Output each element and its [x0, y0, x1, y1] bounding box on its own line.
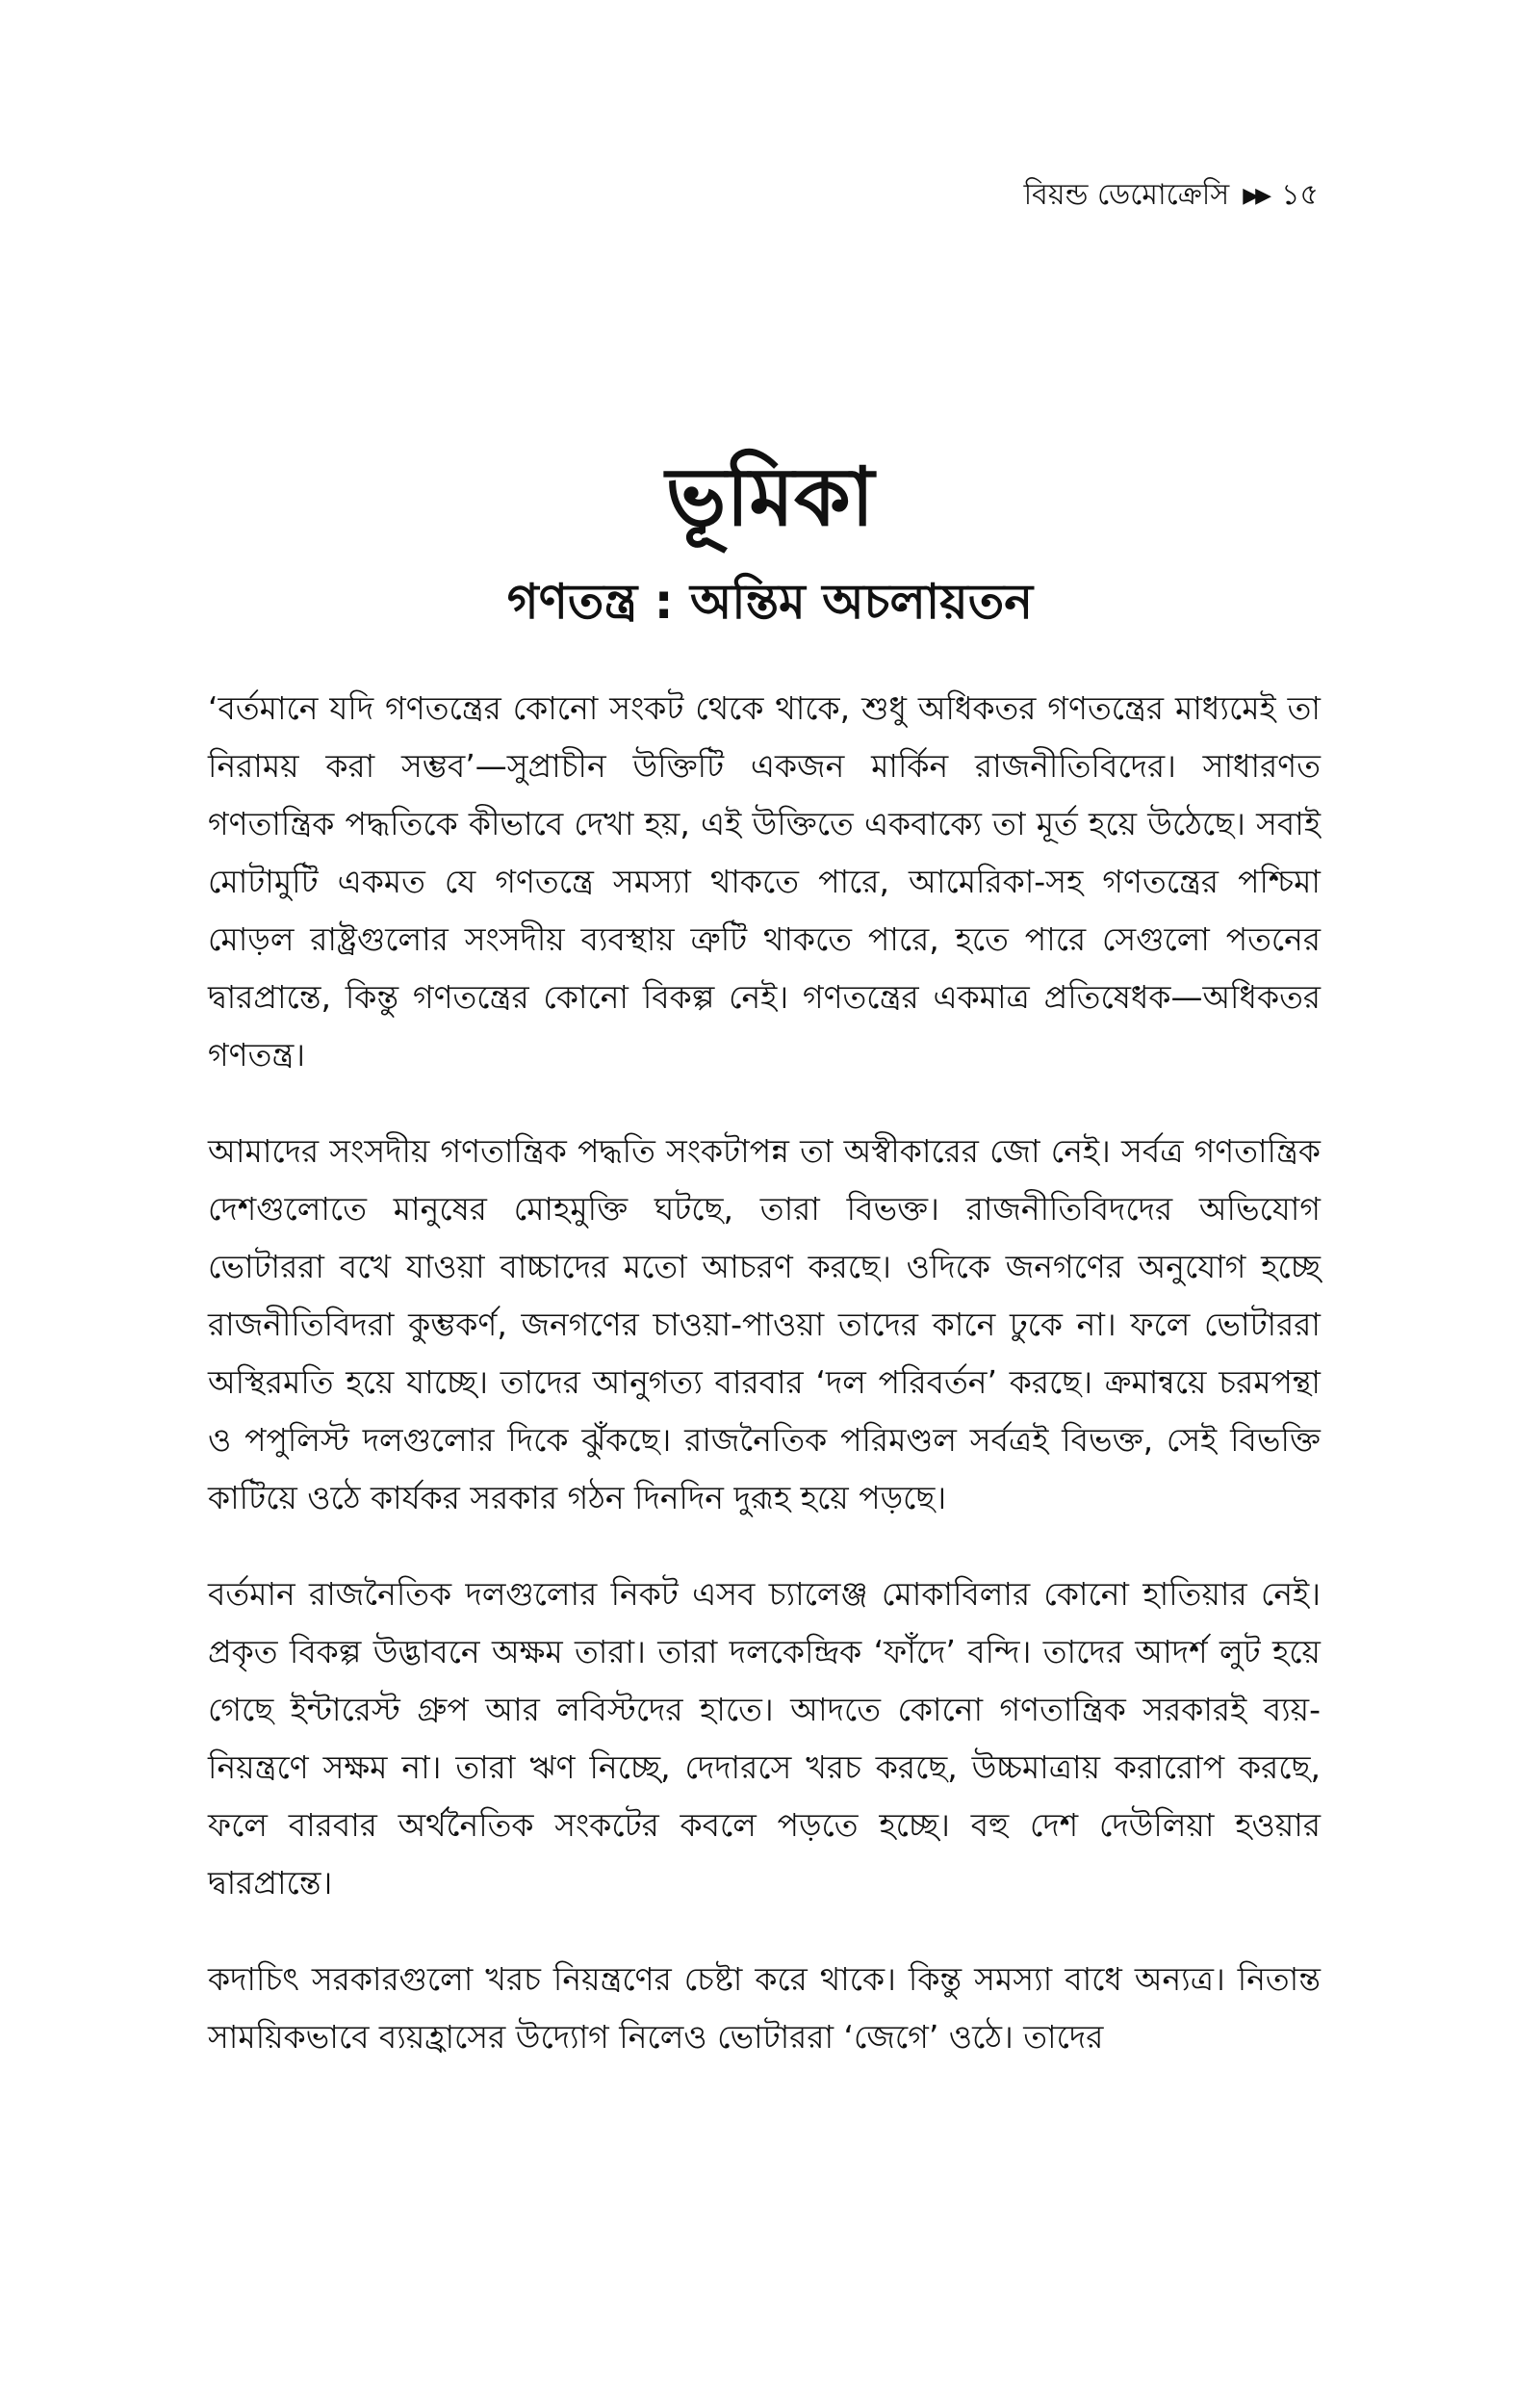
body-text — [208, 680, 1321, 2105]
paragraph-4: কদাচিৎ সরকারগুলো খরচ নিয়ন্ত্রণের চেষ্টা করে থাকে। কিন্তু সমস্যা বাধে অন্যত্র। নিতান্ত সাময়িকভাবে ব্যয়হ্রাসের উদ্যোগ নিলেও ভোটাররা ‘জেগে’ ওঠে। তাদের — [208, 1960, 1321, 2056]
page-number: ১৫ — [1281, 178, 1319, 212]
double-arrow-icon: ▶▶ — [1243, 184, 1269, 208]
paragraph-2: আমাদের সংসদীয় গণতান্ত্রিক পদ্ধতি সংকটাপন্ন তা অস্বীকারের জো নেই। সর্বত্র গণতান্ত্রিক দেশগুলোতে মানুষের মোহমুক্তি ঘটছে, তারা বিভক্ত। রাজনীতিবিদদের অভিযোগ ভোটাররা বখে যাওয়া বাচ্চাদের মতো আচরণ করছে। ওদিকে জনগণের অনুযোগ হচ্ছে রাজনীতিবিদরা কুম্ভকর্ণ, জনগণের চাওয়া-পাওয়া তাদের কানে ঢুকে না। ফলে ভোটাররা অস্থিরমতি হয়ে যাচ্ছে। তাদের আনুগত্য বারবার ‘দল পরিবর্তন’ করছে। ক্রমান্বয়ে চরমপন্থা ও পপুলিস্ট দলগুলোর দিকে ঝুঁকছে। রাজনৈতিক পরিমণ্ডল সর্বত্রই বিভক্ত, সেই বিভক্তি কাটিয়ে ওঠে কার্যকর সরকার গঠন দিনদিন দুরূহ হয়ে পড়ছে। — [208, 1132, 1321, 1516]
chapter-title: ভূমিকা — [665, 450, 875, 544]
paragraph-1: ‘বর্তমানে যদি গণতন্ত্রের কোনো সংকট থেকে থাকে, শুধু অধিকতর গণতন্ত্রের মাধ্যমেই তা নিরাময় করা সম্ভব’—সুপ্রাচীন উক্তিটি একজন মার্কিন রাজনীতিবিদের। সাধারণত গণতান্ত্রিক পদ্ধতিকে কীভাবে দেখা হয়, এই উক্তিতে একবাক্যে তা মূর্ত হয়ে উঠেছে। সবাই মোটামুটি একমত যে গণতন্ত্রে সমস্যা থাকতে পারে, আমেরিকা-সহ গণতন্ত্রের পশ্চিমা মোড়ল রাষ্ট্রগুলোর সংসদীয় ব্যবস্থায় ত্রুটি থাকতে পারে, হতে পারে সেগুলো পতনের দ্বারপ্রান্তে, কিন্তু গণতন্ত্রের কোনো বিকল্প নেই। গণতন্ত্রের একমাত্র প্রতিষেধক—অধিকতর গণতন্ত্র। — [208, 689, 1321, 1074]
running-header — [1024, 171, 1319, 220]
chapter-subtitle: গণতন্ত্র : অন্তিম অচলায়তন — [506, 574, 1034, 630]
paragraph-3: বর্তমান রাজনৈতিক দলগুলোর নিকট এসব চ্যালেঞ্জ মোকাবিলার কোনো হাতিয়ার নেই। প্রকৃত বিকল্প উদ্ভাবনে অক্ষম তারা। তারা দলকেন্দ্রিক ‘ফাঁদে’ বন্দি। তাদের আদর্শ লুট হয়ে গেছে ইন্টারেস্ট গ্রুপ আর লবিস্টদের হাতে। আদতে কোনো গণতান্ত্রিক সরকারই ব্যয়-নিয়ন্ত্রণে সক্ষম না। তারা ঋণ নিচ্ছে, দেদারসে খরচ করছে, উচ্চমাত্রায় করারোপ করছে, ফলে বারবার অর্থনৈতিক সংকটের কবলে পড়তে হচ্ছে। বহু দেশ দেউলিয়া হওয়ার দ্বারপ্রান্তে। — [208, 1575, 1321, 1902]
running-header-book-title: বিয়ন্ড ডেমোক্রেসি — [1023, 178, 1230, 212]
